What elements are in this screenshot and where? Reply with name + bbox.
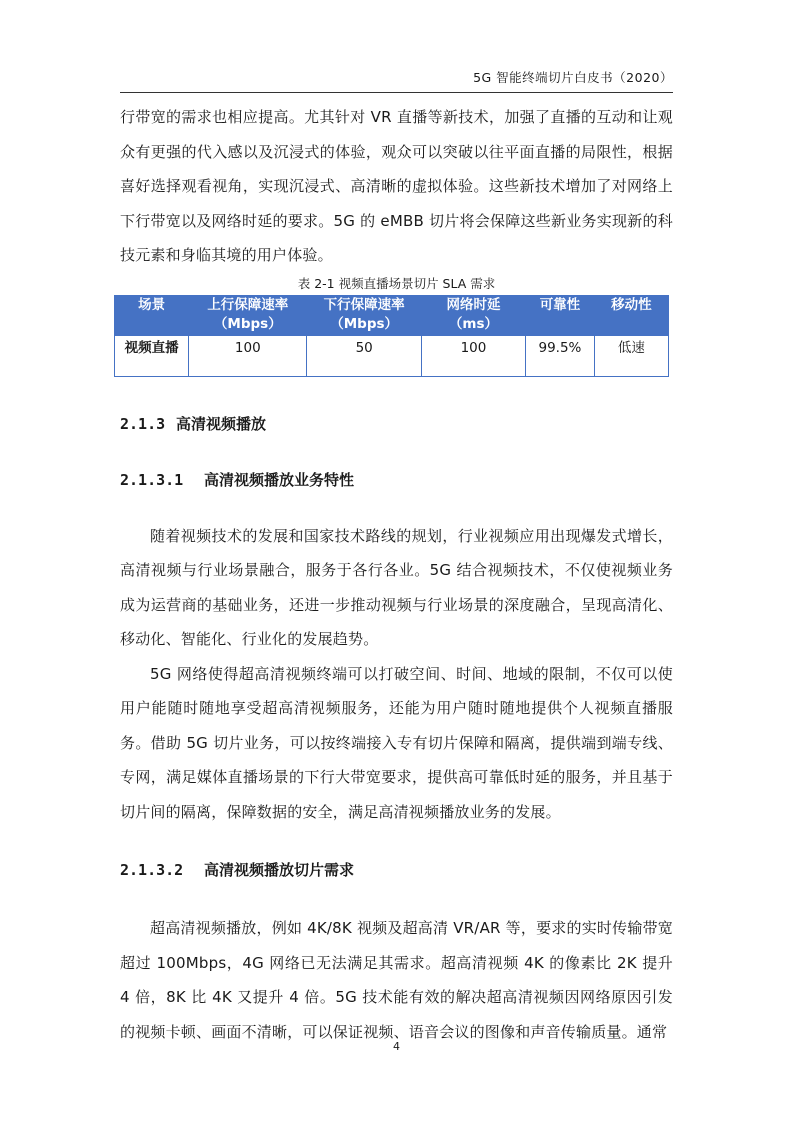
page-header	[120, 64, 673, 93]
col-header-label: 移动性	[611, 296, 652, 313]
section-heading-2-1-3	[120, 413, 673, 435]
body-paragraph: 超高清视频播放，例如 4K/8K 视频及超高清 VR/AR 等，要求的实时传输带宽超过 100Mbps，4G 网络已无法满足其需求。超高清视频 4K 的像素比 2K 提升 4 倍，8K 比 4K 又提升 4 倍。5G 技术能有效的解决超高清视频因网络原因引发的视频卡顿、画面不清晰，可以保证视频、语音会议的图像和声音传输质量。通常	[120, 919, 673, 1041]
section-title: 高清视频播放	[176, 414, 267, 433]
col-header-label: 上行保障速率	[207, 296, 289, 313]
section-heading-2-1-3-2	[120, 859, 673, 881]
col-header-label: 下行保障速率	[323, 296, 405, 313]
table-header-row	[115, 295, 669, 336]
section-heading-2-1-3-1	[120, 469, 673, 491]
section-number: 2.1.3.2	[120, 861, 184, 879]
table-cell-downlink: 50	[307, 336, 421, 377]
col-header-downlink	[307, 295, 421, 336]
section-number: 2.1.3.1	[120, 470, 184, 489]
table-row	[115, 336, 669, 377]
table-cell-latency: 100	[421, 336, 525, 377]
intro-paragraph: 行带宽的需求也相应提高。尤其针对 VR 直播等新技术，加强了直播的互动和让观众有更强的代入感以及沉浸式的体验，观众可以突破以往平面直播的局限性，根据喜好选择观看视角，实现沉浸式、高清晰的虚拟体验。这些新技术增加了对网络上下行带宽以及网络时延的要求。5G 的 eMBB 切片将会保障这些新业务实现新的科技元素和身临其境的用户体验。	[120, 108, 673, 264]
table-cell-reliability: 99.5%	[526, 336, 595, 377]
col-header-label: 可靠性	[539, 296, 581, 313]
table-caption: 表 2-1 视频直播场景切片 SLA 需求	[297, 275, 496, 291]
col-header-reliability	[526, 295, 595, 336]
col-header-uplink	[189, 295, 307, 336]
sla-table	[114, 295, 669, 377]
body-paragraph: 随着视频技术的发展和国家技术路线的规划，行业视频应用出现爆发式增长，高清视频与行业场景融合，服务于各行各业。5G 结合视频技术，不仅使视频业务成为运营商的基础业务，还进一步推动视频与行业场景的深度融合，呈现高清化、移动化、智能化、行业化的发展趋势。	[120, 526, 673, 648]
col-header-unit: （Mbps）	[330, 315, 399, 332]
col-header-label: 网络时延	[446, 296, 501, 313]
col-header-mobility	[594, 295, 668, 336]
table-cell-scene: 视频直播	[115, 336, 189, 377]
table-cell-uplink: 100	[189, 336, 307, 377]
page-number: 4	[393, 1040, 400, 1053]
table-cell-mobility: 低速	[594, 336, 668, 377]
section-title: 高清视频播放切片需求	[204, 861, 355, 879]
col-header-unit: （ms）	[448, 315, 499, 332]
section-2-1-3-1-body	[120, 519, 673, 830]
col-header-latency	[421, 295, 525, 336]
col-header-label: 场景	[138, 296, 166, 313]
section-title: 高清视频播放业务特性	[204, 470, 355, 489]
page-content	[120, 100, 673, 1049]
col-header-unit: （Mbps）	[213, 315, 282, 332]
body-paragraph: 5G 网络使得超高清视频终端可以打破空间、时间、地域的限制，不仅可以使用户能随时随地享受超高清视频服务，还能为用户随时随地提供个人视频直播服务。借助 5G 切片业务，可以按终端接入专有切片保障和隔离，提供端到端专线、专网，满足媒体直播场景的下行大带宽要求，提供高可靠低时延的服务，并且基于切片间的隔离，保障数据的安全，满足高清视频播放业务的发展。	[120, 664, 673, 821]
section-2-1-3-2-body	[120, 911, 673, 1049]
col-header-scene	[115, 295, 189, 336]
section-number: 2.1.3	[120, 414, 166, 433]
header-title: 5G 智能终端切片白皮书（2020）	[473, 70, 673, 85]
